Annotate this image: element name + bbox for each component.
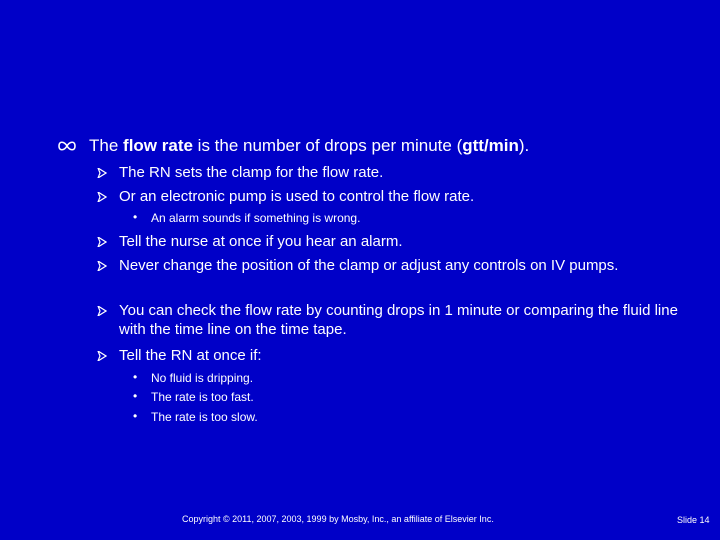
arrowhead-bullet-icon — [97, 261, 107, 271]
arrowhead-bullet-icon — [97, 306, 107, 316]
list-item-text: You can check the flow rate by counting drops in 1 minute or comparing the fluid line with the time line on the time tape. — [119, 302, 678, 338]
list-item-text: Tell the nurse at once if you hear an alarm. — [119, 233, 403, 250]
dot-bullet-icon: • — [133, 210, 138, 224]
arrowhead-bullet-icon — [97, 237, 107, 247]
main-text-mid: is the number of drops per minute ( — [192, 136, 463, 155]
main-text-bold-gtt: gtt/min — [462, 136, 519, 155]
dot-bullet-icon: • — [133, 389, 138, 403]
list-item-text: An alarm sounds if something is wrong. — [151, 211, 361, 225]
list-item-text: Or an electronic pump is used to control the flow rate. — [119, 188, 475, 205]
main-text-pre: The — [89, 136, 124, 155]
dot-bullet-icon: • — [133, 409, 138, 423]
main-bullet-text — [89, 134, 529, 158]
infinity-bullet-icon — [56, 140, 78, 152]
arrowhead-bullet-icon — [97, 351, 107, 361]
arrowhead-bullet-icon — [97, 168, 107, 178]
arrowhead-bullet-icon — [97, 192, 107, 202]
list-item-text: The rate is too fast. — [151, 390, 254, 404]
dot-bullet-icon: • — [133, 370, 138, 384]
list-item-text: The rate is too slow. — [151, 410, 258, 424]
list-item-text: Tell the RN at once if: — [119, 347, 262, 364]
main-text-bold-flow-rate: flow rate — [123, 136, 193, 155]
list-item-text: Never change the position of the clamp or adjust any controls on IV pumps. — [119, 257, 619, 274]
list-item-text: The RN sets the clamp for the flow rate. — [119, 164, 384, 181]
copyright-footer: Copyright © 2011, 2007, 2003, 1999 by Mosby, Inc., an affiliate of Elsevier Inc. — [182, 514, 494, 524]
slide-number: Slide 14 — [677, 515, 710, 525]
list-item-text: No fluid is dripping. — [151, 371, 254, 385]
main-text-post: ). — [518, 136, 530, 155]
